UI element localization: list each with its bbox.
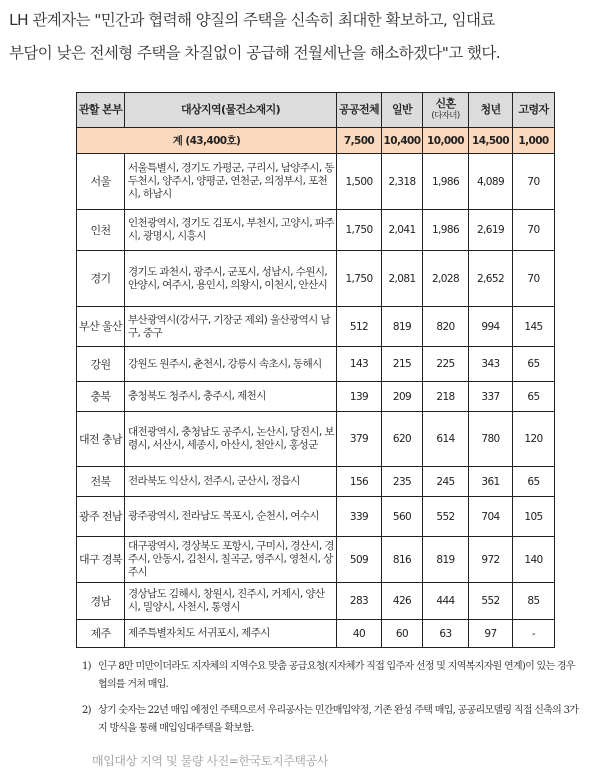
row-newlywed: 444 bbox=[423, 583, 469, 620]
row-newlywed: 225 bbox=[423, 347, 469, 382]
table-row bbox=[77, 154, 555, 210]
row-total: 339 bbox=[337, 497, 382, 537]
row-region: 강원도 원주시, 춘천시, 강릉시 속초시, 동해시 bbox=[125, 347, 337, 382]
row-elderly: 65 bbox=[513, 382, 555, 412]
row-hq: 제주 bbox=[77, 620, 125, 648]
row-general: 819 bbox=[382, 307, 423, 347]
table-row bbox=[77, 620, 555, 648]
total-total: 7,500 bbox=[337, 128, 382, 154]
total-youth: 14,500 bbox=[469, 128, 513, 154]
row-youth: 2,619 bbox=[469, 210, 513, 251]
row-elderly: 65 bbox=[513, 347, 555, 382]
row-region: 제주특별자치도 서귀포시, 제주시 bbox=[125, 620, 337, 648]
intro-line-2: 부담이 낮은 전세형 주택을 차질없이 공급해 전월세난을 해소하겠다"고 했다. bbox=[9, 44, 501, 62]
table-row bbox=[77, 583, 555, 620]
row-total: 509 bbox=[337, 537, 382, 583]
row-youth: 337 bbox=[469, 382, 513, 412]
row-elderly: 140 bbox=[513, 537, 555, 583]
total-elderly: 1,000 bbox=[513, 128, 555, 154]
row-general: 209 bbox=[382, 382, 423, 412]
row-newlywed: 245 bbox=[423, 467, 469, 497]
row-hq: 서울 bbox=[77, 154, 125, 210]
row-general: 620 bbox=[382, 412, 423, 467]
row-hq: 경기 bbox=[77, 251, 125, 307]
header-elderly: 고령자 bbox=[513, 93, 555, 128]
row-elderly: 120 bbox=[513, 412, 555, 467]
total-newlywed: 10,000 bbox=[423, 128, 469, 154]
row-general: 560 bbox=[382, 497, 423, 537]
row-youth: 343 bbox=[469, 347, 513, 382]
row-youth: 994 bbox=[469, 307, 513, 347]
row-hq: 전북 bbox=[77, 467, 125, 497]
row-newlywed: 820 bbox=[423, 307, 469, 347]
row-region: 대전광역시, 충청남도 공주시, 논산시, 당진시, 보령시, 서산시, 세종시, 아산시, 천안시, 홍성군 bbox=[125, 412, 337, 467]
row-youth: 4,089 bbox=[469, 154, 513, 210]
supply-table bbox=[76, 92, 555, 648]
table-row bbox=[77, 347, 555, 382]
row-general: 426 bbox=[382, 583, 423, 620]
row-region: 서울특별시, 경기도 가평군, 구리시, 남양주시, 동두천시, 양주시, 양평군, 연천군, 의정부시, 포천시, 하남시 bbox=[125, 154, 337, 210]
table-row bbox=[77, 497, 555, 537]
row-total: 1,750 bbox=[337, 210, 382, 251]
row-region: 충청북도 청주시, 충주시, 제천시 bbox=[125, 382, 337, 412]
row-youth: 972 bbox=[469, 537, 513, 583]
footnote-text: 상기 숫자는 22년 매입 예정인 주택으로서 우리공사는 민간매입약정, 기존 완성 주택 매입, 공공리모델링 직접 신축의 3가지 방식을 통해 매입임대주택을 확보함. bbox=[98, 705, 579, 734]
table-row bbox=[77, 467, 555, 497]
table-header-row bbox=[77, 93, 555, 128]
row-elderly: 85 bbox=[513, 583, 555, 620]
header-hq: 관할 본부 bbox=[77, 93, 125, 128]
row-total: 40 bbox=[337, 620, 382, 648]
row-total: 512 bbox=[337, 307, 382, 347]
table-row bbox=[77, 382, 555, 412]
row-newlywed: 552 bbox=[423, 497, 469, 537]
row-region: 광주광역시, 전라남도 목포시, 순천시, 여수시 bbox=[125, 497, 337, 537]
row-region: 경기도 과천시, 광주시, 군포시, 성남시, 수원시, 안양시, 여주시, 용인시, 의왕시, 이천시, 안산시 bbox=[125, 251, 337, 307]
article-intro bbox=[9, 4, 594, 70]
row-region: 대구광역시, 경상북도 포항시, 구미시, 경산시, 경주시, 안동시, 김천시, 칠곡군, 영주시, 영천시, 상주시 bbox=[125, 537, 337, 583]
intro-line-1: LH 관계자는 "민간과 협력해 양질의 주택을 신속히 최대한 확보하고, 임대료 bbox=[9, 11, 495, 29]
row-elderly: 70 bbox=[513, 210, 555, 251]
table-row bbox=[77, 537, 555, 583]
row-region: 경상남도 김해시, 창원시, 진주시, 거제시, 양산시, 밀양시, 사천시, 통영시 bbox=[125, 583, 337, 620]
header-newlywed-sub: (다자녀) bbox=[431, 111, 460, 121]
row-newlywed: 63 bbox=[423, 620, 469, 648]
row-elderly: - bbox=[513, 620, 555, 648]
row-hq: 충북 bbox=[77, 382, 125, 412]
footnote-item bbox=[82, 658, 582, 694]
footnote-mark: 1) bbox=[82, 661, 91, 672]
row-total: 143 bbox=[337, 347, 382, 382]
header-total: 공공전체 bbox=[337, 93, 382, 128]
row-youth: 97 bbox=[469, 620, 513, 648]
row-hq: 경남 bbox=[77, 583, 125, 620]
row-total: 379 bbox=[337, 412, 382, 467]
row-newlywed: 1,986 bbox=[423, 210, 469, 251]
row-hq: 대구 경북 bbox=[77, 537, 125, 583]
row-hq: 인천 bbox=[77, 210, 125, 251]
row-elderly: 70 bbox=[513, 251, 555, 307]
table-row bbox=[77, 251, 555, 307]
photo-caption: 매입대상 지역 및 물량 사진=한국토지주택공사 bbox=[92, 754, 328, 768]
row-total: 139 bbox=[337, 382, 382, 412]
header-region: 대상지역(물건소재지) bbox=[125, 93, 337, 128]
row-newlywed: 1,986 bbox=[423, 154, 469, 210]
row-newlywed: 218 bbox=[423, 382, 469, 412]
row-hq: 강원 bbox=[77, 347, 125, 382]
total-general: 10,400 bbox=[382, 128, 423, 154]
row-elderly: 70 bbox=[513, 154, 555, 210]
row-total: 1,500 bbox=[337, 154, 382, 210]
row-youth: 704 bbox=[469, 497, 513, 537]
footnotes bbox=[82, 658, 582, 746]
row-elderly: 145 bbox=[513, 307, 555, 347]
row-general: 215 bbox=[382, 347, 423, 382]
row-hq: 부산 울산 bbox=[77, 307, 125, 347]
table-row bbox=[77, 412, 555, 467]
footnote-mark: 2) bbox=[82, 705, 91, 716]
row-total: 283 bbox=[337, 583, 382, 620]
row-general: 235 bbox=[382, 467, 423, 497]
header-youth: 청년 bbox=[469, 93, 513, 128]
row-hq: 대전 충남 bbox=[77, 412, 125, 467]
footnote-item bbox=[82, 702, 582, 738]
header-general: 일반 bbox=[382, 93, 423, 128]
row-total: 1,750 bbox=[337, 251, 382, 307]
header-newlywed-label: 신혼 bbox=[435, 97, 456, 110]
row-youth: 361 bbox=[469, 467, 513, 497]
row-youth: 552 bbox=[469, 583, 513, 620]
row-hq: 광주 전남 bbox=[77, 497, 125, 537]
table-row bbox=[77, 307, 555, 347]
row-region: 인천광역시, 경기도 김포시, 부천시, 고양시, 파주시, 광명시, 시흥시 bbox=[125, 210, 337, 251]
row-newlywed: 2,028 bbox=[423, 251, 469, 307]
row-newlywed: 614 bbox=[423, 412, 469, 467]
total-row bbox=[77, 128, 555, 154]
row-general: 816 bbox=[382, 537, 423, 583]
total-label: 계 (43,400호) bbox=[77, 128, 337, 154]
row-total: 156 bbox=[337, 467, 382, 497]
row-general: 2,041 bbox=[382, 210, 423, 251]
row-elderly: 65 bbox=[513, 467, 555, 497]
row-elderly: 105 bbox=[513, 497, 555, 537]
row-region: 부산광역시(강서구, 기장군 제외) 울산광역시 남구, 중구 bbox=[125, 307, 337, 347]
header-newlywed bbox=[423, 93, 469, 128]
row-region: 전라북도 익산시, 전주시, 군산시, 정읍시 bbox=[125, 467, 337, 497]
row-general: 60 bbox=[382, 620, 423, 648]
row-youth: 780 bbox=[469, 412, 513, 467]
row-newlywed: 819 bbox=[423, 537, 469, 583]
row-general: 2,081 bbox=[382, 251, 423, 307]
row-youth: 2,652 bbox=[469, 251, 513, 307]
footnote-text: 인구 8만 미만이더라도 지자체의 지역수요 맞춤 공급요청(지자체가 직접 입주자 선정 및 지역복지자원 연계)이 있는 경우 협의를 거쳐 매입. bbox=[98, 661, 575, 690]
table-row bbox=[77, 210, 555, 251]
row-general: 2,318 bbox=[382, 154, 423, 210]
